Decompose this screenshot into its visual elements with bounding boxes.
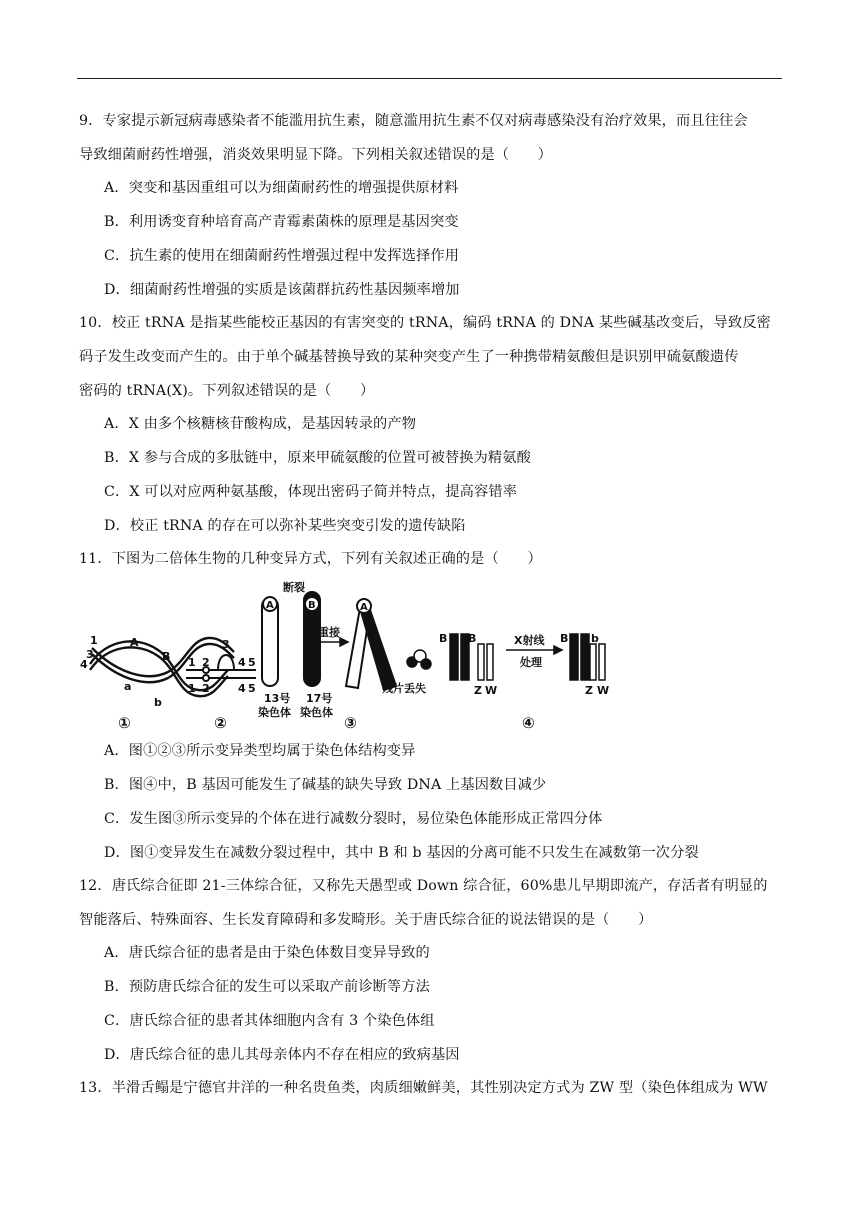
q11-option-a: A．图①②③所示变异类型均属于染色体结构变异: [104, 743, 416, 759]
q11-option-c: C．发生图③所示变异的个体在进行减数分裂时，易位染色体能形成正常四分体: [104, 811, 603, 827]
header-rule: [77, 78, 782, 79]
panel-3-number: ③: [344, 714, 357, 732]
panel-2-bottom-4: 4: [238, 682, 246, 695]
q9-option-d: D．细菌耐药性增强的实质是该菌群抗药性基因频率增加: [104, 282, 460, 298]
q12-option-a: A．唐氏综合征的患者是由于染色体数目变异导致的: [104, 945, 430, 961]
panel-3-arrow: [318, 638, 348, 646]
panel-4-xray-label: X射线: [514, 634, 545, 647]
panel-2-bottom-5: 5: [248, 682, 256, 695]
panel-2-bottom-1: 1: [188, 682, 196, 695]
panel-3-fragment: [407, 650, 431, 669]
q10-stem-line-2: 码子发生改变而产生的。由于单个碱基替换导致的某种突变产生了一种携带精氨酸但是识别甲硫氨酸遗传: [79, 349, 739, 365]
panel-4-treatment-label: 处理: [520, 656, 542, 669]
q11-option-b: B．图④中，B 基因可能发生了碱基的缺失导致 DNA 上基因数目减少: [104, 777, 547, 793]
panel-1-label-1: 1: [90, 634, 98, 647]
q9-stem-line-1: 9．专家提示新冠病毒感染者不能滥用抗生素，随意滥用抗生素不仅对病毒感染没有治疗效果，而且往往会: [79, 113, 748, 129]
q12-option-b: B．预防唐氏综合征的发生可以采取产前诊断等方法: [104, 979, 431, 995]
panel-3-gene-B: B: [308, 600, 316, 611]
panel-3-break-label: 断裂: [283, 581, 305, 594]
panel-2-top-5: 5: [248, 656, 256, 669]
q11-stem: 11．下图为二倍体生物的几种变异方式，下列有关叙述正确的是（ ）: [79, 551, 542, 567]
panel-2-top-3: 3: [222, 638, 230, 651]
panel-3-rejoin-label: 重接: [318, 626, 340, 639]
panel-1-label-3: 3: [86, 648, 94, 661]
q10-option-b: B．X 参与合成的多肽链中，原来甲硫氨酸的位置可被替换为精氨酸: [104, 450, 531, 466]
panel-4-B-right: B: [468, 632, 477, 645]
q13-stem-line-1: 13．半滑舌鳎是宁德官井洋的一种名贵鱼类，肉质细嫩鲜美，其性别决定方式为 ZW 型（染色体组成为 WW: [79, 1080, 768, 1096]
q9-option-b: B．利用诱变育种培育高产青霉素菌株的原理是基因突变: [104, 214, 459, 230]
panel-2-bottom-2: 2: [202, 682, 210, 695]
panel-4-W-after: W: [597, 684, 610, 697]
panel-1-label-b: b: [154, 696, 162, 709]
panel-2-number: ②: [214, 714, 227, 732]
panel-3-gene-A-left: A: [266, 600, 274, 611]
panel-3-translocated: [346, 599, 396, 690]
panel-4-b-after: b: [591, 632, 599, 645]
panel-1-label-A: A: [130, 636, 139, 649]
q10-option-a: A．X 由多个核糖核苷酸构成，是基因转录的产物: [104, 416, 417, 432]
panel-1-label-4: 4: [80, 658, 88, 671]
q10-option-c: C．X 可以对应两种氨基酸，体现出密码子简并特点，提高容错率: [104, 484, 518, 500]
q9-option-c: C．抗生素的使用在细菌耐药性增强过程中发挥选择作用: [104, 248, 460, 264]
panel-4-B-after: B: [560, 632, 569, 645]
chromosome-variation-figure: [78, 578, 638, 738]
panel-1-crossing-over: [90, 638, 234, 696]
panel-2-top-2: 2: [202, 656, 210, 669]
panel-2-top-1: 1: [188, 656, 196, 669]
panel-3-chr17-word: 染色体: [300, 706, 333, 719]
q12-option-d: D．唐氏综合征的患儿其母亲体内不存在相应的致病基因: [104, 1047, 460, 1063]
q12-option-c: C．唐氏综合征的患者其体细胞内含有 3 个染色体组: [104, 1013, 435, 1029]
q10-stem-line-1: 10．校正 tRNA 是指某些能校正基因的有害突变的 tRNA，编码 tRNA 的 DNA 某些碱基改变后，导致反密: [79, 315, 771, 331]
panel-3-chr17-label: 17号: [306, 692, 333, 705]
q9-option-a: A．突变和基因重组可以为细菌耐药性的增强提供原材料: [104, 180, 459, 196]
q12-stem-line-1: 12．唐氏综合征即 21-三体综合征，又称先天愚型或 Down 综合征，60%患儿早期即流产，存活者有明显的: [79, 878, 768, 894]
panel-4-number: ④: [522, 714, 535, 732]
panel-3-chr13-label: 13号: [264, 692, 291, 705]
q9-stem-line-2: 导致细菌耐药性增强，消炎效果明显下降。下列相关叙述错误的是（ ）: [79, 147, 553, 163]
panel-4-arrow: [506, 646, 562, 654]
panel-1-number: ①: [118, 714, 131, 732]
panel-3-chr13-word: 染色体: [258, 706, 291, 719]
panel-1-label-B: B: [162, 650, 171, 663]
q10-option-d: D．校正 tRNA 的存在可以弥补某些突变引发的遗传缺陷: [104, 518, 466, 534]
panel-3-gene-A-right: A: [360, 602, 368, 613]
q12-stem-line-2: 智能落后、特殊面容、生长发育障碍和多发畸形。关于唐氏综合征的说法错误的是（ ）: [79, 912, 653, 928]
panel-2-top-4: 4: [238, 656, 246, 669]
panel-1-label-a: a: [124, 680, 132, 693]
panel-4-W-before: W: [485, 684, 498, 697]
panel-3-lost-label: 残片丢失: [382, 682, 426, 695]
panel-4-Z-before: Z: [474, 684, 482, 697]
panel-4-Z-after: Z: [585, 684, 593, 697]
panel-4-B-left: B: [439, 632, 448, 645]
q11-option-d: D．图①变异发生在减数分裂过程中，其中 B 和 b 基因的分离可能不只发生在减数第一次分裂: [104, 845, 699, 861]
panel-4-after: [570, 634, 605, 680]
q10-stem-line-3: 密码的 tRNA(X)。下列叙述错误的是（ ）: [79, 383, 375, 399]
